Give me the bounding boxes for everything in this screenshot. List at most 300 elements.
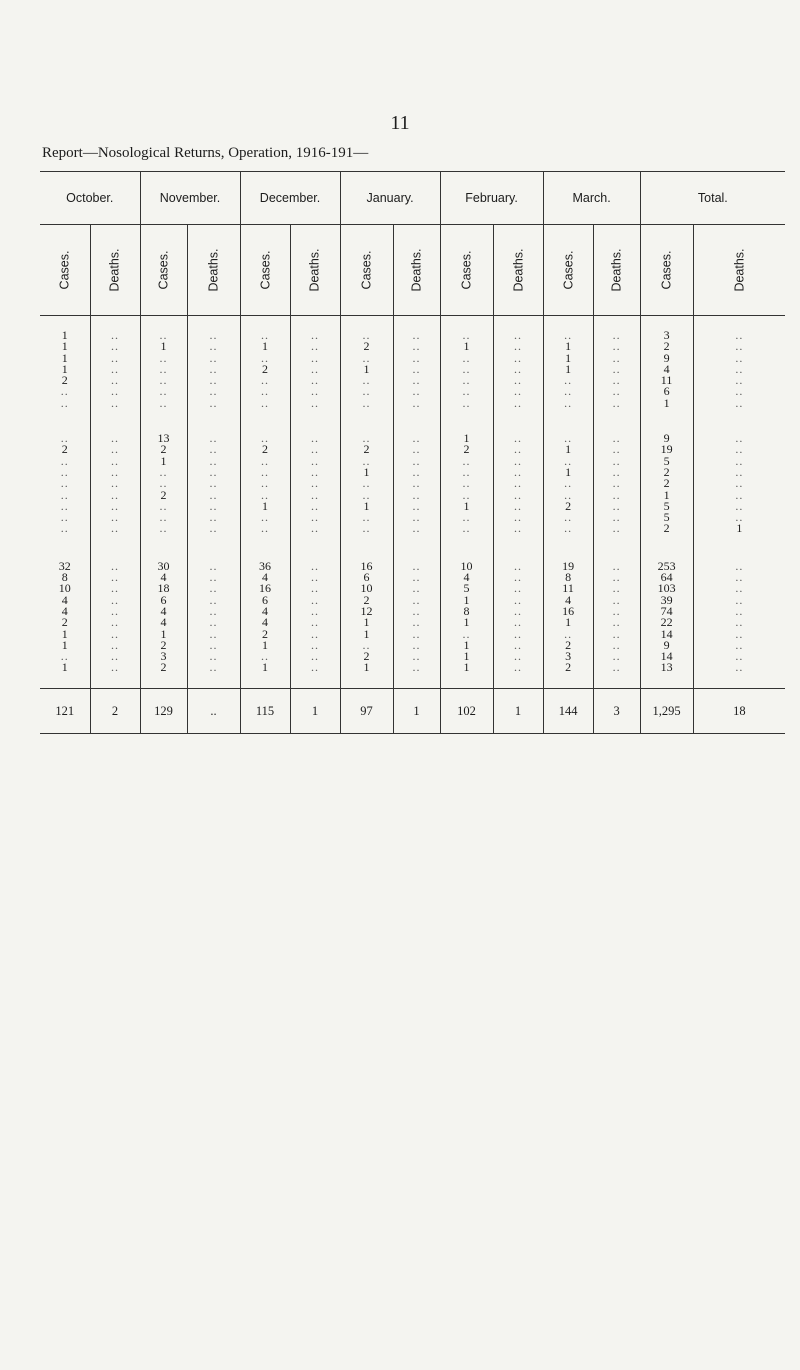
table-cell: .. [493,375,543,386]
sub-header-row [40,225,785,316]
total-cell: 144 [543,688,593,733]
table-cell: .. [240,512,290,523]
spacer-cell [493,674,543,689]
table-cell: 2 [240,444,290,455]
table-cell: 1 [61,350,68,365]
table-cell: .. [393,651,440,662]
table-cell: 5 [640,456,693,467]
sub-header-label: Deaths. [409,247,424,292]
table-cell: .. [90,617,140,628]
total-cell: 102 [440,688,493,733]
table-cell: .. [393,490,440,501]
table-cell: 8 [440,606,493,617]
table-cell: .. [593,353,640,364]
table-cell: .. [340,375,393,386]
table-cell: .. [393,375,440,386]
table-cell: .. [240,478,290,489]
table-cell: 6 [640,386,693,397]
table-cell: 1 [543,353,593,364]
table-cell: .. [90,561,140,572]
total-cell: .. [187,688,240,733]
sub-header-label: Cases. [659,250,674,289]
table-cell: 8 [543,572,593,583]
table-cell: .. [290,501,340,512]
table-cell: .. [187,478,240,489]
table-cell: .. [90,662,140,673]
spacer-row [40,409,785,433]
table-cell: .. [493,617,543,628]
table-cell: 9 [640,353,693,364]
total-cell: 1 [393,688,440,733]
spacer-cell [90,674,140,689]
table-cell: .. [140,512,187,523]
table-cell: .. [543,398,593,409]
table-cell: .. [493,512,543,523]
table-cell: .. [693,433,785,444]
table-cell: 4 [240,572,290,583]
table-cell: 1 [340,629,393,640]
table-cell: .. [393,444,440,455]
table-cell: .. [187,662,240,673]
table-cell: .. [693,662,785,673]
spacer-cell [187,409,240,433]
table-cell: 2 [240,629,290,640]
table-cell: 36 [240,561,290,572]
table-cell: .. [290,561,340,572]
cases-header [640,225,693,316]
table-cell: .. [593,330,640,341]
table-cell: 6 [340,572,393,583]
table-cell: .. [90,398,140,409]
table-cell: 1 [340,467,393,478]
table-cell: .. [60,487,69,502]
table-cell: .. [60,476,69,491]
table-cell: 4 [640,364,693,375]
spacer-cell [393,535,440,561]
table-cell: .. [543,523,593,534]
table-cell: 19 [640,444,693,455]
table-cell: .. [493,640,543,651]
table-cell: .. [393,583,440,594]
table-cell: .. [440,467,493,478]
table-cell: .. [240,375,290,386]
table-cell: .. [493,501,543,512]
table-cell: 2 [440,444,493,455]
table-cell: 3 [543,651,593,662]
table-cell: .. [593,386,640,397]
table-cell: .. [60,384,69,399]
table-cell: .. [240,490,290,501]
table-cell: .. [493,478,543,489]
table-cell: .. [693,375,785,386]
table-cell: 1 [543,467,593,478]
month-header-row [40,172,785,225]
table-cell: 1 [440,617,493,628]
table-cell: .. [90,640,140,651]
table-cell: .. [493,433,543,444]
spacer-cell [187,674,240,689]
table-row [40,398,785,409]
totals-row [40,688,785,733]
table-cell: .. [60,649,69,664]
total-cell: 1 [493,688,543,733]
table-cell: .. [290,353,340,364]
table-cell: 10 [440,561,493,572]
cases-header [440,225,493,316]
table-cell: .. [593,501,640,512]
table-cell: 1 [61,626,68,641]
table-cell: 1 [440,662,493,673]
table-cell: .. [240,467,290,478]
spacer-cell [393,409,440,433]
table-cell: 39 [640,595,693,606]
table-cell: 103 [640,583,693,594]
cases-header [543,225,593,316]
table-cell: .. [90,629,140,640]
table-cell: 5 [640,512,693,523]
table-cell: .. [440,353,493,364]
table-cell: .. [290,478,340,489]
table-cell: 2 [543,662,593,673]
table-cell: .. [393,629,440,640]
month-header-october: October. [40,172,140,225]
table-cell: 10 [58,581,71,596]
table-cell: .. [593,512,640,523]
table-cell: 1 [640,490,693,501]
table-cell: .. [393,433,440,444]
table-cell: .. [240,523,290,534]
table-cell: .. [493,490,543,501]
table-cell: .. [140,501,187,512]
table-cell: .. [240,353,290,364]
table-cell: .. [593,583,640,594]
table-cell: 1 [543,341,593,352]
table-cell: 1 [240,341,290,352]
table-cell: .. [693,640,785,651]
table-cell: .. [60,395,69,410]
table-cell: .. [90,375,140,386]
table-cell: 2 [640,478,693,489]
table-cell: .. [187,375,240,386]
table-cell: .. [90,651,140,662]
sub-header-label: Deaths. [511,247,526,292]
cases-header [240,225,290,316]
table-cell: 16 [340,561,393,572]
table-cell: .. [693,398,785,409]
table-cell: 1 [61,660,68,675]
page-number: 11 [390,112,410,134]
table-cell: 1 [440,501,493,512]
table-cell: 64 [640,572,693,583]
table-cell: .. [187,433,240,444]
table-cell: .. [290,629,340,640]
sub-header-label: Deaths. [206,247,221,292]
table-cell: 11 [640,375,693,386]
table-cell: .. [693,512,785,523]
table-cell: .. [90,456,140,467]
table-cell: 253 [640,561,693,572]
table-cell: 9 [640,640,693,651]
table-cell: .. [187,456,240,467]
table-cell: .. [693,341,785,352]
table-cell: 1 [440,651,493,662]
table-cell: 3 [640,330,693,341]
table-cell: .. [187,330,240,341]
nosological-returns-table [40,171,785,734]
table-cell: .. [693,561,785,572]
table-cell: .. [393,364,440,375]
table-cell: .. [543,512,593,523]
table-cell: .. [693,353,785,364]
table-cell: 4 [140,606,187,617]
table-cell: 2 [140,640,187,651]
spacer-cell [340,535,393,561]
table-cell: 19 [543,561,593,572]
table-cell: .. [90,353,140,364]
table-cell: .. [393,501,440,512]
deaths-header [187,225,240,316]
spacer-cell [440,674,493,689]
table-cell: .. [90,523,140,534]
table-cell: .. [90,583,140,594]
table-cell: .. [393,330,440,341]
spacer-cell [240,535,290,561]
table-cell: 9 [640,433,693,444]
table-cell: .. [693,478,785,489]
table-cell: .. [493,583,543,594]
table-cell: 1 [440,341,493,352]
spacer-cell [693,535,785,561]
cases-header [340,225,393,316]
month-header-november: November. [140,172,240,225]
table-cell: .. [693,456,785,467]
total-cell: 18 [693,688,785,733]
table-cell: .. [290,467,340,478]
table-cell: .. [290,662,340,673]
table-cell: .. [187,501,240,512]
table-cell: 16 [543,606,593,617]
table-cell: .. [60,498,69,513]
table-cell: .. [493,606,543,617]
table-cell: .. [290,433,340,444]
table-cell: .. [493,330,543,341]
table-cell: 4 [61,592,68,607]
table-cell: 18 [140,583,187,594]
spacer-cell [640,674,693,689]
deaths-header [393,225,440,316]
table-cell: .. [543,433,593,444]
table-cell: .. [593,617,640,628]
table-cell: .. [440,386,493,397]
total-cell: 1,295 [640,688,693,733]
table-cell: .. [90,595,140,606]
table-cell: 11 [543,583,593,594]
spacer-cell [40,535,90,561]
table-cell: 2 [140,444,187,455]
table-cell: .. [290,651,340,662]
table-cell: .. [90,490,140,501]
spacer-row [40,535,785,561]
table-cell: .. [493,523,543,534]
table-cell: .. [593,490,640,501]
cases-header [140,225,187,316]
table-cell: .. [290,512,340,523]
table-cell: .. [393,572,440,583]
month-header-december: December. [240,172,340,225]
table-cell: 1 [61,328,68,342]
total-cell: 97 [340,688,393,733]
total-cell: 121 [40,688,90,733]
table-cell: .. [393,523,440,534]
table-cell: .. [240,456,290,467]
table-cell: .. [290,523,340,534]
table-cell: .. [440,375,493,386]
table-cell: 1 [140,629,187,640]
table-cell: .. [393,353,440,364]
table-cell: .. [240,398,290,409]
table-cell: .. [290,341,340,352]
table-cell: .. [90,501,140,512]
table-cell: 5 [440,583,493,594]
table-cell: .. [440,330,493,341]
table-cell: .. [187,467,240,478]
table-cell: .. [593,561,640,572]
table-cell: 1 [240,662,290,673]
table-cell: .. [440,490,493,501]
table-cell: .. [693,364,785,375]
spacer-row [40,674,785,689]
table-cell: .. [290,640,340,651]
table-cell: .. [393,606,440,617]
table-cell: .. [393,512,440,523]
deaths-header [290,225,340,316]
table-cell: 30 [140,561,187,572]
table-cell: 2 [140,662,187,673]
spacer-cell [393,674,440,689]
table-cell: .. [290,595,340,606]
table-cell: .. [393,561,440,572]
table-cell: .. [187,353,240,364]
table-cell: 1 [440,433,493,444]
spacer-cell [240,674,290,689]
table-cell: .. [593,572,640,583]
table-cell: .. [393,617,440,628]
table-cell: 1 [693,523,785,534]
table-cell: 1 [61,339,68,354]
table-row [40,662,785,673]
table-cell: .. [593,341,640,352]
sub-header-label: Deaths. [609,247,624,292]
table-cell: 1 [543,364,593,375]
table-cell: 2 [140,490,187,501]
table-cell: .. [187,640,240,651]
total-cell: 129 [140,688,187,733]
table-cell: .. [290,375,340,386]
table-cell: 16 [240,583,290,594]
table-cell: .. [90,512,140,523]
table-cell: .. [187,651,240,662]
table-cell: .. [493,444,543,455]
table-cell: .. [60,510,69,525]
table-cell: 1 [61,361,68,376]
table-cell: .. [340,386,393,397]
table-cell: .. [187,595,240,606]
table-cell: .. [593,640,640,651]
table-cell: .. [90,572,140,583]
table-cell: .. [543,456,593,467]
table-cell: .. [493,341,543,352]
spacer-cell [593,409,640,433]
table-cell: 4 [543,595,593,606]
table-cell: 1 [240,501,290,512]
table-cell: .. [493,595,543,606]
table-cell: 1 [543,444,593,455]
table-cell: 2 [340,595,393,606]
sub-header-label: Cases. [561,250,576,289]
table-cell: .. [140,330,187,341]
table-cell: .. [543,386,593,397]
table-cell: .. [693,595,785,606]
table-cell: 2 [340,651,393,662]
table-cell: .. [187,364,240,375]
spacer-cell [693,674,785,689]
table-cell: .. [493,456,543,467]
month-header-january: January. [340,172,440,225]
table-cell: .. [393,640,440,651]
table-cell: 14 [640,629,693,640]
table-cell: 6 [140,595,187,606]
table-cell: .. [693,490,785,501]
sub-header-label: Cases. [258,250,273,289]
spacer-cell [340,409,393,433]
table-cell: 2 [61,442,68,457]
table-cell: 2 [340,341,393,352]
table-cell: .. [340,478,393,489]
table-cell: .. [140,523,187,534]
table-cell: 6 [240,595,290,606]
table-cell: .. [187,386,240,397]
spacer-cell [543,409,593,433]
table-cell: 1 [140,456,187,467]
table-cell: .. [693,583,785,594]
table-cell: .. [693,617,785,628]
deaths-header [593,225,640,316]
table-cell: .. [187,512,240,523]
sub-header-label: Deaths. [732,247,747,292]
table-cell: 2 [543,640,593,651]
table-cell: .. [90,444,140,455]
table-cell: .. [593,364,640,375]
table-cell: .. [90,478,140,489]
table-cell: .. [593,444,640,455]
table-cell: 2 [61,615,68,630]
table-cell: .. [543,375,593,386]
table-cell: 2 [543,501,593,512]
table-cell: .. [290,583,340,594]
sub-header-label: Cases. [459,250,474,289]
table-cell: .. [290,386,340,397]
table-body [40,316,785,734]
table-cell: .. [440,364,493,375]
table-cell: .. [393,478,440,489]
table-cell: .. [60,453,69,468]
table-cell: 14 [640,651,693,662]
table-cell: .. [187,572,240,583]
table-cell: 2 [640,467,693,478]
spacer-cell [140,409,187,433]
table-cell: .. [493,364,543,375]
table-cell: .. [493,561,543,572]
